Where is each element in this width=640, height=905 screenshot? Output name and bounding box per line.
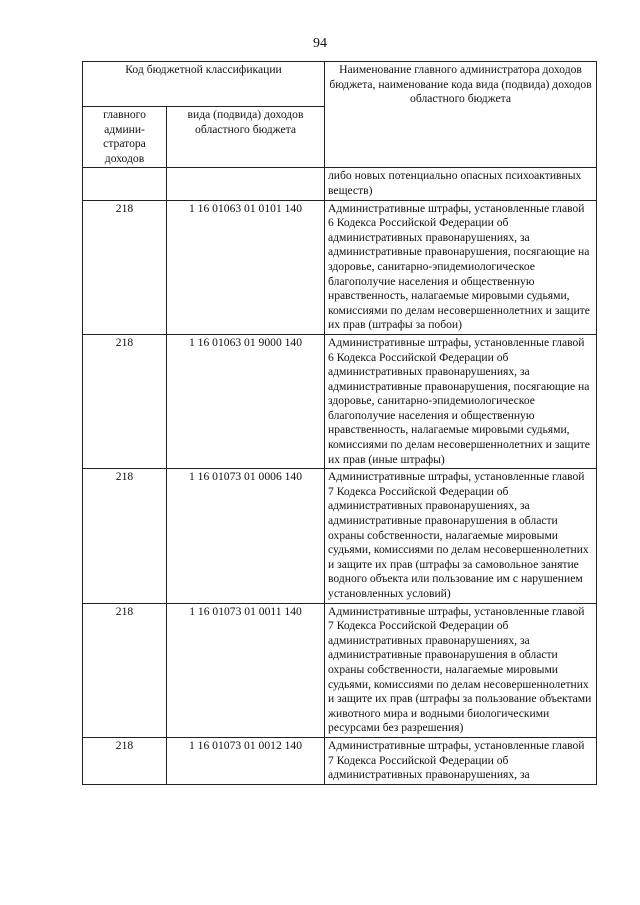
- cell-code: 1 16 01073 01 0006 140: [167, 469, 325, 603]
- cell-admin: 218: [83, 737, 167, 784]
- cell-admin: [83, 168, 167, 200]
- table-row: [83, 469, 597, 603]
- budget-classification-table: [82, 61, 597, 785]
- cell-code: [167, 168, 325, 200]
- cell-name: Административные штрафы, установленные главой 6 Кодекса Российской Федерации об административных правонарушениях, за административные правонарушения, посягающие на здоровье, санитарно-эпидемиологическое благополучие населения и общественную нравственность, налагаемые мировыми судьями, комиссиями по делам несовершеннолетних и защите их прав (иные штрафы): [325, 334, 597, 468]
- header-row-group: [83, 62, 597, 107]
- cell-code: 1 16 01073 01 0011 140: [167, 603, 325, 737]
- cell-name: либо новых потенциально опасных психоактивных веществ): [325, 168, 597, 200]
- cell-name: Административные штрафы, установленные главой 7 Кодекса Российской Федерации об административных правонарушениях, за административные правонарушения в области охраны собственности, налагаемые мировыми судьями, комиссиями по делам несовершеннолетних и защите их прав (штрафы за самовольное занятие водного объекта или пользование им с нарушением установленных условий): [325, 469, 597, 603]
- table-row: [83, 200, 597, 334]
- cell-name: Административные штрафы, установленные главой 7 Кодекса Российской Федерации об административных правонарушениях, за административные правонарушения в области охраны собственности, налагаемые мировыми судьями, комиссиями по делам несовершеннолетних и защите их прав (штрафы за пользование объектами животного мира и водными биологическими ресурсами без разрешения): [325, 603, 597, 737]
- header-code-column: вида (подвида) доходов областного бюджета: [167, 107, 325, 168]
- table-row: [83, 737, 597, 784]
- cell-code: 1 16 01063 01 9000 140: [167, 334, 325, 468]
- table-row: [83, 334, 597, 468]
- header-name-column: Наименование главного администратора доходов бюджета, наименование кода вида (подвида) доходов областного бюджета: [325, 62, 597, 168]
- header-budget-classification-code: Код бюджетной классификации: [83, 62, 325, 107]
- cell-admin: 218: [83, 334, 167, 468]
- header-admin-column: главного админи-стратора доходов: [83, 107, 167, 168]
- cell-name: Административные штрафы, установленные главой 7 Кодекса Российской Федерации об административных правонарушениях, за: [325, 737, 597, 784]
- table-row: [83, 603, 597, 737]
- cell-admin: 218: [83, 469, 167, 603]
- page-number: 94: [313, 36, 327, 51]
- table-row-continuation: [83, 168, 597, 200]
- cell-admin: 218: [83, 603, 167, 737]
- cell-name: Административные штрафы, установленные главой 6 Кодекса Российской Федерации об административных правонарушениях, за административные правонарушения, посягающие на здоровье, санитарно-эпидемиологическое благополучие населения и общественную нравственность, налагаемые мировыми судьями, комиссиями по делам несовершеннолетних и защите их прав (штрафы за побои): [325, 200, 597, 334]
- cell-code: 1 16 01063 01 0101 140: [167, 200, 325, 334]
- cell-code: 1 16 01073 01 0012 140: [167, 737, 325, 784]
- cell-admin: 218: [83, 200, 167, 334]
